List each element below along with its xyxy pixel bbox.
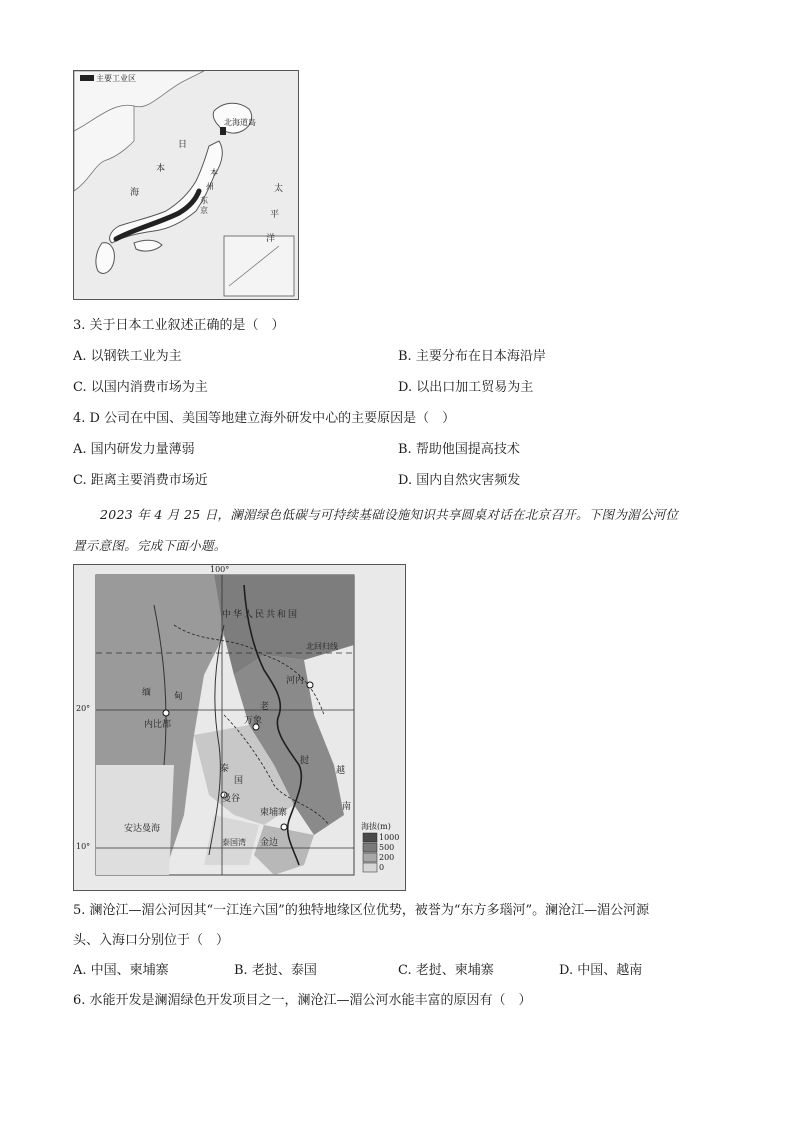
question-4-option-c: C. 距离主要消费市场近 bbox=[73, 473, 208, 488]
question-5-stem-cont: 头、入海口分别位于（ ） bbox=[73, 933, 230, 948]
question-5-option-c: C. 老挝、柬埔寨 bbox=[398, 963, 494, 978]
japan-map-graphic bbox=[74, 71, 298, 299]
country-label-laos-2: 挝 bbox=[300, 756, 310, 766]
honshu-label-zhou: 州 bbox=[206, 182, 214, 191]
question-3-option-c: C. 以国内消费市场为主 bbox=[73, 380, 208, 395]
latitude-10: 10° bbox=[76, 842, 91, 851]
ocean-label-tai: 太 bbox=[274, 184, 284, 194]
question-4-option-a: A. 国内研发力量薄弱 bbox=[73, 442, 195, 457]
country-label-thailand-1: 泰 bbox=[220, 764, 230, 774]
question-4-option-b: B. 帮助他国提高技术 bbox=[398, 442, 520, 457]
question-3-option-a: A. 以钢铁工业为主 bbox=[73, 349, 182, 364]
tropic-label: 北回归线 bbox=[306, 642, 338, 651]
elevation-legend-1000: 1000 bbox=[379, 833, 400, 842]
elevation-legend-200: 200 bbox=[379, 853, 395, 862]
sea-label-gulf: 泰国湾 bbox=[222, 838, 246, 847]
japan-legend-label: 主要工业区 bbox=[96, 74, 136, 83]
longitude-100: 100° bbox=[210, 565, 230, 574]
sea-label-hai: 海 bbox=[130, 188, 140, 198]
sea-label-ben: 本 bbox=[156, 164, 166, 174]
country-label-myanmar-1: 缅 bbox=[142, 688, 152, 698]
city-label-hanoi: 河内 bbox=[286, 676, 305, 686]
question-5-stem: 5. 澜沧江—湄公河因其“一江连六国”的独特地缘区位优势，被誉为“东方多瑙河”。澜沧江—湄公河源 bbox=[73, 903, 650, 918]
country-label-cambodia: 柬埔寨 bbox=[260, 808, 288, 818]
honshu-label-ben: 本 bbox=[210, 168, 218, 177]
question-3-stem: 3. 关于日本工业叙述正确的是（ ） bbox=[73, 318, 285, 333]
latitude-20: 20° bbox=[76, 704, 91, 713]
sea-label-ri: 日 bbox=[178, 140, 188, 150]
japan-industry-map bbox=[73, 70, 299, 300]
city-label-phnompenh: 金边 bbox=[260, 838, 279, 848]
country-label-myanmar-2: 甸 bbox=[174, 692, 184, 702]
city-label-vientiane: 万象 bbox=[244, 716, 263, 726]
country-label-vietnam-1: 越 bbox=[336, 766, 346, 776]
question-5-option-d: D. 中国、越南 bbox=[559, 963, 643, 978]
country-label-laos-1: 老 bbox=[260, 702, 270, 712]
elevation-legend-0: 0 bbox=[379, 863, 385, 872]
question-5-option-b: B. 老挝、泰国 bbox=[234, 963, 317, 978]
mekong-location-map bbox=[73, 564, 406, 891]
country-label-thailand-2: 国 bbox=[234, 776, 244, 786]
city-label-bangkok: 曼谷 bbox=[222, 794, 241, 804]
country-label-china: 中华人民共和国 bbox=[222, 610, 300, 620]
elevation-legend-title: 海拔(m) bbox=[361, 822, 391, 831]
ocean-label-ping: 平 bbox=[270, 210, 280, 220]
hokkaido-label: 北海道岛 bbox=[224, 118, 256, 127]
country-label-vietnam-2: 南 bbox=[342, 802, 352, 812]
tokyo-label-dong: 东 bbox=[200, 196, 208, 205]
question-5-option-a: A. 中国、柬埔寨 bbox=[73, 963, 169, 978]
question-4-stem: 4. D 公司在中国、美国等地建立海外研发中心的主要原因是（ ） bbox=[73, 411, 456, 426]
question-6-stem: 6. 水能开发是澜湄绿色开发项目之一，澜沧江—湄公河水能丰富的原因有（ ） bbox=[73, 993, 532, 1008]
question-3-option-b: B. 主要分布在日本海沿岸 bbox=[398, 349, 546, 364]
question-4-option-d: D. 国内自然灾害频发 bbox=[398, 473, 521, 488]
intro-line-2: 置示意图。完成下面小题。 bbox=[73, 538, 227, 553]
question-3-option-d: D. 以出口加工贸易为主 bbox=[398, 380, 534, 395]
intro-line-1: 2023 年 4 月 25 日，澜湄绿色低碳与可持续基础设施知识共享圆桌对话在北京召开。下图为湄公河位 bbox=[100, 507, 679, 522]
sea-label-andaman: 安达曼海 bbox=[124, 824, 161, 834]
tokyo-label-jing: 京 bbox=[200, 206, 208, 215]
elevation-legend-500: 500 bbox=[379, 843, 395, 852]
ocean-label-yang: 洋 bbox=[266, 234, 276, 244]
city-label-naypyidaw: 内比都 bbox=[144, 720, 172, 730]
